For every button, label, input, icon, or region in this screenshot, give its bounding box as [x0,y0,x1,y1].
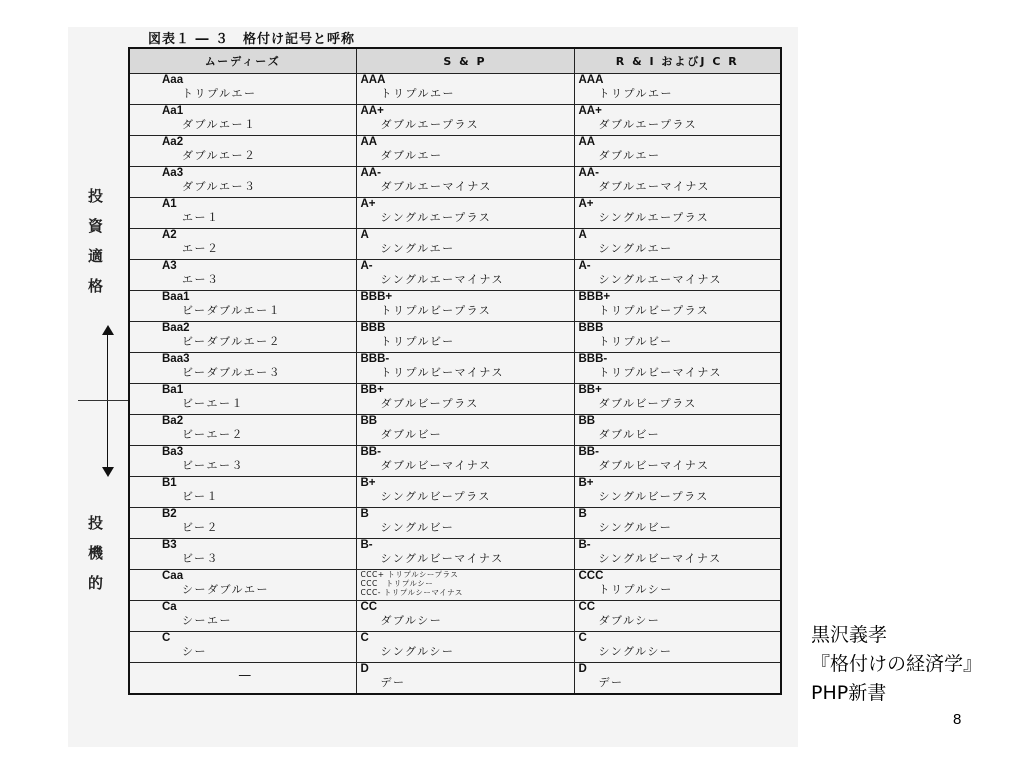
rating-cell [129,260,356,291]
rating-cell [574,632,781,663]
rating-code: Ba1 [162,384,184,396]
rating-cell [574,136,781,167]
rating-reading: シー [182,645,207,658]
rating-cell [574,291,781,322]
rating-cell [129,322,356,353]
rating-cell [574,384,781,415]
rating-code: Baa2 [162,322,190,334]
table-row [129,322,781,353]
rating-cell [574,105,781,136]
rating-reading: ダブルエー [380,149,443,162]
rating-reading: ダブルエープラス [380,118,480,131]
rating-reading: ダブルエー [598,149,661,162]
rating-code: Baa3 [162,353,190,365]
rating-reading: シングルビーマイナス [380,552,504,565]
rating-reading: ダブルビーマイナス [380,459,492,472]
table-row [129,136,781,167]
rating-code: C [578,632,587,644]
rating-cell [356,167,574,198]
side-char: 資 [88,217,104,235]
rating-reading: シングルエー [380,242,455,255]
rating-code: A2 [162,229,177,241]
rating-reading: トリプルエー [380,87,456,100]
rating-cell [356,446,574,477]
rating-code: BBB [360,322,386,334]
rating-reading: トリプルシー [598,583,673,596]
rating-code: C [162,632,171,644]
rating-code: BBB- [360,353,390,365]
rating-cell [129,508,356,539]
rating-code: BB+ [360,384,384,396]
rating-code: AA+ [578,105,602,117]
rating-reading: シングルエーマイナス [598,273,723,286]
rating-code: Ba3 [162,446,184,458]
rating-code: B+ [360,477,376,489]
rating-cell [356,105,574,136]
rating-cell [356,322,574,353]
rating-cell [574,601,781,632]
rating-code: B [360,508,369,520]
rating-code: BBB+ [578,291,611,303]
table-row [129,663,781,695]
rating-code: BBB [578,322,604,334]
rating-code: B1 [162,477,177,489]
table-row [129,229,781,260]
rating-cell [129,167,356,198]
rating-cell [356,632,574,663]
rating-code: A [578,229,587,241]
rating-reading: シングルシー [598,645,673,658]
rating-code: D [360,663,369,675]
arrow-shaft [107,334,108,468]
rating-reading: トリプルビー [380,335,455,348]
rating-cell [356,353,574,384]
page-number: 8 [953,711,962,728]
rating-reading: シングルエープラス [598,211,710,224]
rating-reading: トリプルビープラス [598,304,710,317]
rating-code: C [360,632,369,644]
publisher: PHP新書 [811,682,887,704]
rating-cell [356,260,574,291]
rating-code: Baa1 [162,291,190,303]
rating-code: CC [578,601,596,613]
column-header-ri-jcr: R & I およびJ C R [574,48,781,74]
rating-code: A- [360,260,373,272]
rating-reading: ダブルシー [598,614,661,627]
rating-cell [129,477,356,508]
rating-reading: ビー１ [182,490,220,503]
rating-reading: ビーダブルエー２ [182,335,282,348]
rating-reading: ダブルエーマイナス [598,180,710,193]
rating-cell [356,291,574,322]
rating-cell [129,539,356,570]
rating-reading: シングルエープラス [380,211,492,224]
table-row [129,570,781,601]
rating-cell [574,167,781,198]
rating-code: AA- [360,167,381,179]
rating-subline: CCC トリプルシー [360,579,434,588]
rating-code: A [360,229,369,241]
rating-code: B3 [162,539,177,551]
rating-reading: ダブルビーマイナス [598,459,710,472]
rating-cell [129,105,356,136]
rating-code: B2 [162,508,177,520]
table-row [129,477,781,508]
rating-reading: トリプルビーマイナス [380,366,504,379]
rating-reading: ダブルエー１ [182,118,257,131]
rating-code: CCC [578,570,604,582]
rating-code: AA- [578,167,599,179]
rating-code: Ca [162,601,177,613]
table-row [129,539,781,570]
rating-cell [574,570,781,601]
rating-code: A+ [360,198,376,210]
rating-cell [574,446,781,477]
table-row [129,291,781,322]
rating-cell [129,136,356,167]
rating-cell [356,539,574,570]
rating-cell [574,260,781,291]
rating-cell [356,570,574,601]
column-header-sp: S & P [356,48,574,74]
table-row [129,105,781,136]
side-char: 的 [88,574,104,592]
rating-reading: ダブルビー [380,428,443,441]
rating-code: AAA [360,74,386,86]
rating-reading: ダブルエーマイナス [380,180,492,193]
rating-cell [129,353,356,384]
rating-cell [129,570,356,601]
rating-reading: ダブルエープラス [598,118,698,131]
rating-reading: トリプルビー [598,335,673,348]
rating-cell [129,291,356,322]
rating-reading: ビー３ [182,552,220,565]
rating-reading: ビーエー１ [182,397,245,410]
rating-table [128,47,782,695]
table-row [129,601,781,632]
table-row [129,74,781,105]
rating-cell [129,74,356,105]
rating-cell [129,229,356,260]
figure-title: 図表１ ― ３ 格付け記号と呼称 [148,32,356,47]
table-row [129,260,781,291]
rating-reading: エー３ [182,273,220,286]
grade-divider [78,400,128,401]
rating-reading: シングルエー [598,242,673,255]
rating-reading: シングルビーマイナス [598,552,722,565]
rating-reading: ビーダブルエー３ [182,366,282,379]
arrow-down-icon [102,467,114,477]
rating-reading: シングルシー [380,645,455,658]
rating-cell [129,384,356,415]
rating-cell [356,136,574,167]
arrow-up-icon [102,325,114,335]
rating-code: D [578,663,587,675]
rating-reading: ビーダブルエー１ [182,304,282,317]
rating-reading: ダブルエー２ [182,149,257,162]
table-row [129,198,781,229]
rating-cell [574,322,781,353]
rating-cell [129,632,356,663]
rating-reading: ビー２ [182,521,220,534]
rating-cell [356,198,574,229]
author-name: 黒沢義孝 [811,624,888,646]
rating-cell [356,601,574,632]
side-char: 機 [88,544,104,562]
rating-code: BBB+ [360,291,393,303]
rating-code: B- [360,539,373,551]
rating-reading: ダブルビープラス [598,397,697,410]
rating-code: Aa1 [162,105,184,117]
rating-code: AA [578,136,596,148]
rating-cell [356,508,574,539]
rating-code: AA [360,136,378,148]
rating-subline: CCC- トリプルシーマイナス [360,588,463,597]
rating-cell [574,353,781,384]
column-header-moodys: ムーディーズ [129,48,356,74]
rating-reading: ダブルビー [598,428,661,441]
rating-reading: シングルビー [380,521,455,534]
rating-cell [356,663,574,695]
rating-cell [574,539,781,570]
rating-reading: シングルエーマイナス [380,273,505,286]
rating-code: A3 [162,260,177,272]
rating-reading: トリプルエー [182,87,257,100]
rating-cell [574,663,781,695]
rating-reading: シーエー [182,614,232,627]
rating-code: Aa3 [162,167,184,179]
rating-cell [574,415,781,446]
rating-cell [129,663,356,695]
book-credit [811,621,982,708]
rating-reading: デー [598,676,624,689]
rating-cell [129,601,356,632]
rating-reading: エー２ [182,242,220,255]
rating-cell [574,508,781,539]
rating-reading: トリプルビープラス [380,304,492,317]
rating-code: A1 [162,198,177,210]
rating-reading: シングルビープラス [598,490,709,503]
rating-reading: シングルビープラス [380,490,491,503]
rating-code: Caa [162,570,184,582]
rating-code: BB [578,415,596,427]
rating-cell [356,477,574,508]
side-char: 投 [88,514,104,532]
rating-code: B [578,508,587,520]
rating-reading: シングルビー [598,521,673,534]
rating-cell [356,229,574,260]
rating-code: A+ [578,198,594,210]
table-row [129,415,781,446]
rating-cell [129,198,356,229]
rating-code: BB- [360,446,381,458]
rating-cell [574,74,781,105]
rating-code: BBB- [578,353,608,365]
rating-code: AAA [578,74,604,86]
table-row [129,353,781,384]
rating-code: Aaa [162,74,184,86]
side-char: 格 [88,277,104,295]
rating-code: B- [578,539,591,551]
rating-code: CC [360,601,378,613]
side-char: 適 [88,247,104,265]
rating-code: BB+ [578,384,602,396]
table-header-row [129,48,781,74]
rating-cell [356,415,574,446]
rating-code: A- [578,260,591,272]
rating-cell [356,74,574,105]
rating-reading: シーダブルエー [182,583,270,596]
rating-reading: ダブルシー [380,614,443,627]
book-title: 『格付けの経済学』 [811,653,983,675]
rating-code: AA+ [360,105,384,117]
table-row [129,384,781,415]
rating-reading: トリプルエー [598,87,674,100]
rating-reading: デー [380,676,406,689]
table-row [129,446,781,477]
rating-reading: ビーエー２ [182,428,245,441]
table-row [129,508,781,539]
rating-code: Aa2 [162,136,184,148]
empty-dash: — [238,668,252,683]
side-char: 投 [88,187,104,205]
table-row [129,632,781,663]
rating-cell [129,446,356,477]
rating-cell [574,229,781,260]
rating-reading: ダブルエー３ [182,180,257,193]
rating-subline: CCC+ トリプルシープラス [360,570,459,579]
rating-cell [129,415,356,446]
rating-reading: トリプルビーマイナス [598,366,722,379]
rating-cell [356,384,574,415]
rating-code: Ba2 [162,415,184,427]
rating-code: B+ [578,477,594,489]
table-row [129,167,781,198]
rating-reading: ダブルビープラス [380,397,479,410]
rating-reading: ビーエー３ [182,459,245,472]
rating-reading: エー１ [182,211,220,224]
rating-cell [574,198,781,229]
rating-code: BB [360,415,378,427]
rating-code: BB- [578,446,599,458]
rating-cell [574,477,781,508]
